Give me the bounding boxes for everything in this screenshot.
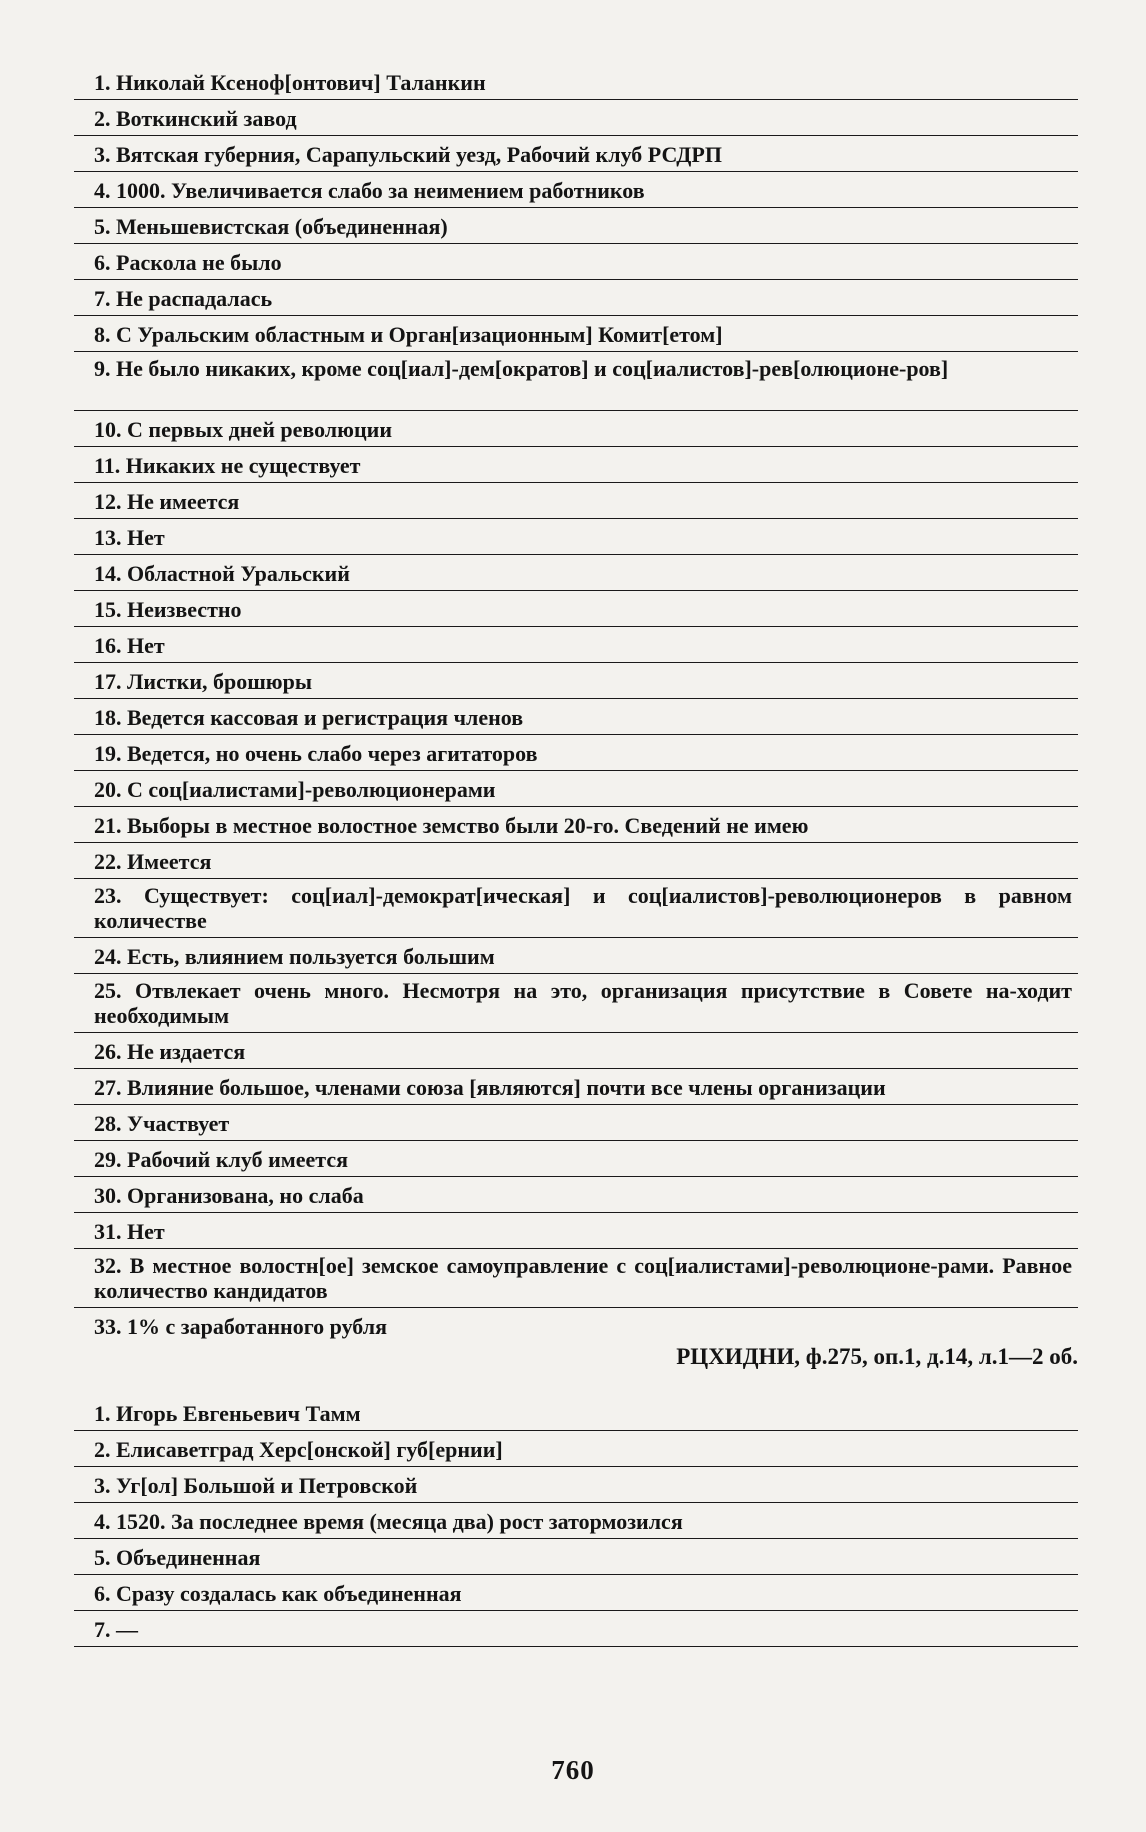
answer-row: 30. Организована, но слаба [74, 1177, 1078, 1213]
answer-row: 12. Не имеется [74, 483, 1078, 519]
answer-row: 5. Объединенная [74, 1539, 1078, 1575]
answer-row: 33. 1% с заработанного рубля [94, 1314, 387, 1339]
answer-row: 28. Участвует [74, 1105, 1078, 1141]
answer-row: 21. Выборы в местное волостное земство были 20-го. Сведений не имею [74, 807, 1078, 843]
answer-row: 2. Елисаветград Херс[онской] губ[ернии] [74, 1431, 1078, 1467]
answer-row: 23. Существует: соц[иал]-демократ[ическая] и соц[иалистов]-революционеров в равном количестве [74, 879, 1078, 938]
answer-row: 32. В местное волостн[ое] земское самоуправление с соц[иалистами]-революционе-рами. Равное количество кандидатов [74, 1249, 1078, 1308]
answer-row: 19. Ведется, но очень слабо через агитаторов [74, 735, 1078, 771]
answer-row: 11. Никаких не существует [74, 447, 1078, 483]
answer-row: 7. — [74, 1611, 1078, 1647]
answer-row: 6. Сразу создалась как объединенная [74, 1575, 1078, 1611]
answer-row: 17. Листки, брошюры [74, 663, 1078, 699]
answer-row: 4. 1000. Увеличивается слабо за неимением работников [74, 172, 1078, 208]
answer-row: 13. Нет [74, 519, 1078, 555]
answer-row: 6. Раскола не было [74, 244, 1078, 280]
answer-row: 8. С Уральским областным и Орган[изационным] Комит[етом] [74, 316, 1078, 352]
answer-row: 20. С соц[иалистами]-революционерами [74, 771, 1078, 807]
answer-row: 1. Николай Ксеноф[онтович] Таланкин [74, 64, 1078, 100]
page-number: 760 [551, 1755, 595, 1785]
answer-row: 18. Ведется кассовая и регистрация членов [74, 699, 1078, 735]
answer-row: 9. Не было никаких, кроме соц[иал]-дем[ократов] и соц[иалистов]-рев[олюционе-ров] [74, 352, 1078, 411]
answer-row: 4. 1520. За последнее время (месяца два) рост затормозился [74, 1503, 1078, 1539]
answer-row: 16. Нет [74, 627, 1078, 663]
answer-row: 27. Влияние большое, членами союза [являются] почти все члены организации [74, 1069, 1078, 1105]
answer-row: 24. Есть, влиянием пользуется большим [74, 938, 1078, 974]
answer-row: 7. Не распадалась [74, 280, 1078, 316]
answer-row: 2. Воткинский завод [74, 100, 1078, 136]
answer-row: 22. Имеется [74, 843, 1078, 879]
answer-row: 10. С первых дней революции [74, 411, 1078, 447]
answer-row: 3. Уг[ол] Большой и Петровской [74, 1467, 1078, 1503]
answer-row: 29. Рабочий клуб имеется [74, 1141, 1078, 1177]
questionnaire-answers-1 [74, 64, 1078, 1343]
archive-source-reference: РЦХИДНИ, ф.275, оп.1, д.14, л.1—2 об. [676, 1344, 1078, 1369]
answer-row: 1. Игорь Евгеньевич Тамм [74, 1395, 1078, 1431]
answer-row: 5. Меньшевистская (объединенная) [74, 208, 1078, 244]
answer-row: 3. Вятская губерния, Сарапульский уезд, Рабочий клуб РСДРП [74, 136, 1078, 172]
answer-row: 31. Нет [74, 1213, 1078, 1249]
answer-row: 15. Неизвестно [74, 591, 1078, 627]
answer-row: 14. Областной Уральский [74, 555, 1078, 591]
answer-row: 26. Не издается [74, 1033, 1078, 1069]
answer-row: 25. Отвлекает очень много. Несмотря на это, организация присутствие в Совете на-ходит необходимым [74, 974, 1078, 1033]
questionnaire-answers-2 [74, 1395, 1078, 1647]
